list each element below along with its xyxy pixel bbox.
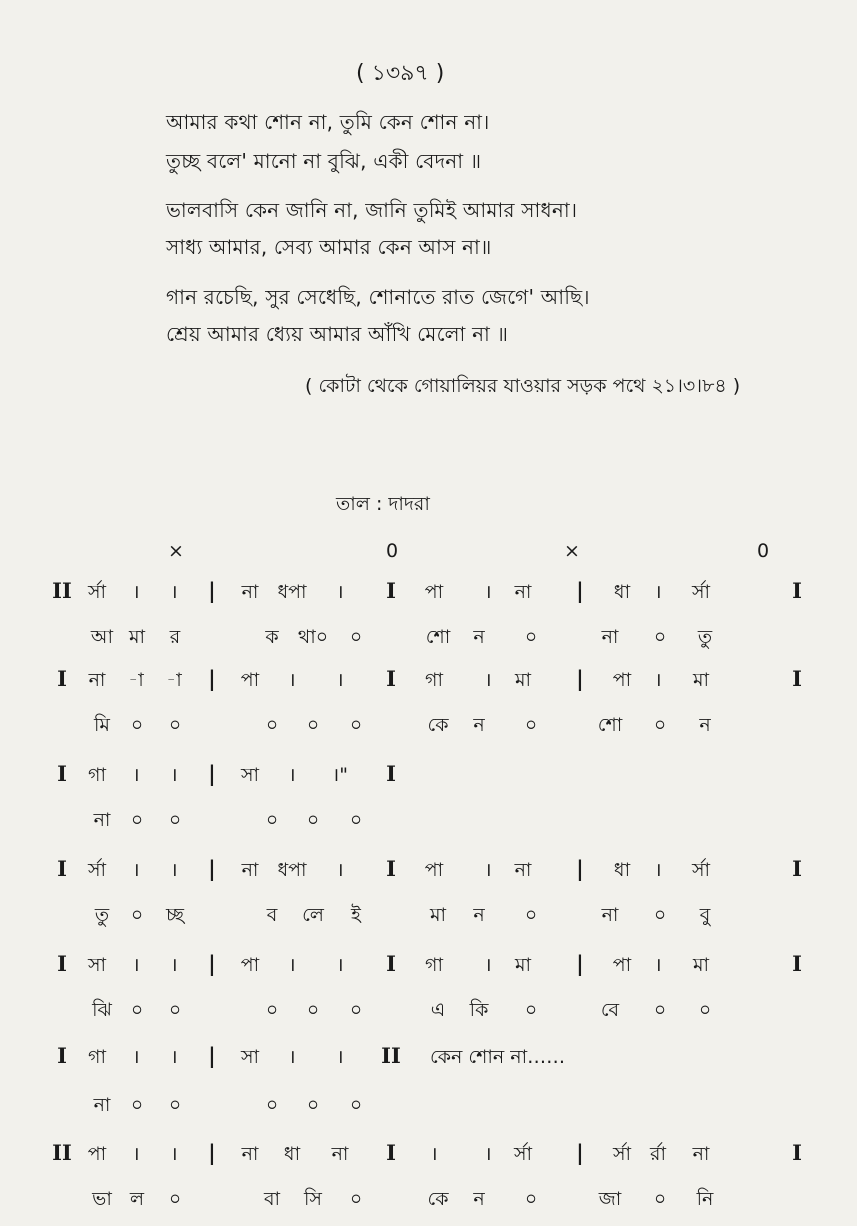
bol-syllable: না	[601, 626, 619, 648]
barline: II	[52, 578, 72, 603]
swar-note: ।	[132, 1143, 140, 1165]
swar-note: ।	[654, 581, 662, 603]
bol-syllable: আ	[90, 626, 114, 648]
bol-syllable: ন	[473, 1188, 485, 1210]
bol-syllable: ০	[524, 626, 538, 648]
swar-note: না	[241, 1143, 259, 1165]
swar-note: ।	[288, 954, 296, 976]
swar-note: ।	[132, 581, 140, 603]
beat-mark: 0	[385, 540, 399, 562]
swar-note: ধা	[613, 581, 631, 603]
barline: I	[792, 666, 802, 691]
barline: |	[208, 666, 216, 691]
bol-syllable: মা	[429, 904, 447, 926]
swar-note: ।	[170, 764, 178, 786]
swar-note: -া	[166, 669, 182, 691]
barline: I	[792, 951, 802, 976]
swar-note: ।	[132, 859, 140, 881]
bol-syllable: ন	[699, 714, 711, 736]
swar-note: ধা	[283, 1143, 301, 1165]
barline: |	[208, 578, 216, 603]
barline: |	[208, 1140, 216, 1165]
barline: I	[792, 1140, 802, 1165]
swar-note: গা	[88, 764, 106, 786]
barline: |	[576, 578, 584, 603]
barline: II	[381, 1043, 401, 1068]
bol-syllable: ০	[130, 904, 144, 926]
bol-syllable: ০	[130, 809, 144, 831]
bol-syllable: নি	[696, 1188, 714, 1210]
barline: I	[792, 856, 802, 881]
bol-syllable: ০	[265, 999, 279, 1021]
swar-note: গা	[425, 669, 443, 691]
swar-note: না	[514, 581, 532, 603]
swar-note: ।	[288, 669, 296, 691]
bol-syllable: ০	[524, 904, 538, 926]
swar-note: ।	[170, 859, 178, 881]
bol-syllable: ০	[653, 999, 667, 1021]
bol-syllable: ০	[349, 1094, 363, 1116]
beat-mark: ×	[168, 540, 184, 562]
bol-syllable: ক	[265, 626, 279, 648]
barline: II	[52, 1140, 72, 1165]
swar-note: ধপা	[277, 581, 307, 603]
barline: I	[386, 666, 396, 691]
barline: I	[57, 856, 67, 881]
bol-syllable: ০	[306, 809, 320, 831]
bol-syllable: ০	[265, 1094, 279, 1116]
swar-note: সা	[87, 954, 107, 976]
bol-syllable: ঝি	[92, 999, 112, 1021]
swar-note: র্সা	[513, 1143, 533, 1165]
swar-note: মা	[514, 954, 532, 976]
source-note: ( কোটা থেকে গোয়ালিয়র যাওয়ার সড়ক পথে ২১।৩।৮৪ )	[305, 375, 741, 397]
bol-syllable: ০	[653, 626, 667, 648]
swar-note: র্সা	[691, 859, 711, 881]
bol-syllable: ব	[266, 904, 278, 926]
bol-syllable: ০	[265, 809, 279, 831]
bol-syllable: ০	[168, 999, 182, 1021]
barline: I	[792, 578, 802, 603]
swar-note: সা	[240, 1046, 260, 1068]
swar-note: মা	[692, 669, 710, 691]
swar-note: না	[241, 859, 259, 881]
swar-note: পা	[612, 954, 632, 976]
swar-note: -া	[128, 669, 144, 691]
bol-syllable: বু	[699, 904, 711, 926]
bol-syllable: ০	[653, 1188, 667, 1210]
barline: I	[57, 761, 67, 786]
bol-syllable: ০	[349, 626, 363, 648]
bol-syllable: শো	[425, 626, 451, 648]
lyric-line: তুচ্ছ বলে' মানো না বুঝি, একী বেদনা ॥	[166, 149, 482, 173]
swar-note: ।	[654, 669, 662, 691]
swar-note: না	[331, 1143, 349, 1165]
swar-note: ধা	[613, 859, 631, 881]
barline: |	[576, 856, 584, 881]
swar-note: ধপা	[277, 859, 307, 881]
bol-syllable: ০	[168, 1188, 182, 1210]
swar-note: র্রা	[650, 1143, 666, 1165]
barline: |	[208, 856, 216, 881]
barline: |	[576, 666, 584, 691]
swar-note: পা	[424, 581, 444, 603]
swar-note: না	[514, 859, 532, 881]
bol-syllable: তু	[94, 904, 110, 926]
bol-syllable: ০	[349, 1188, 363, 1210]
beat-mark: ×	[564, 540, 580, 562]
swar-note: ।	[170, 954, 178, 976]
page-number: ( ১৩৯৭ )	[356, 61, 445, 86]
barline: |	[208, 761, 216, 786]
swar-note: পা	[240, 954, 260, 976]
swar-note: ।	[288, 764, 296, 786]
barline: I	[57, 666, 67, 691]
bol-syllable: থা০	[297, 626, 329, 648]
bol-syllable: ০	[306, 714, 320, 736]
bol-syllable: না	[93, 1094, 111, 1116]
swar-note: ।	[170, 581, 178, 603]
bol-syllable: ল	[129, 1188, 145, 1210]
bol-syllable: ন	[473, 904, 485, 926]
barline: |	[576, 951, 584, 976]
lyric-line: ভালবাসি কেন জানি না, জানি তুমিই আমার সাধনা।	[166, 198, 578, 222]
swar-note: ।	[484, 954, 492, 976]
swar-note: ।	[336, 581, 344, 603]
bol-syllable: কি	[469, 999, 489, 1021]
bol-syllable: ০	[130, 999, 144, 1021]
bol-syllable: ০	[306, 1094, 320, 1116]
bol-syllable: ০	[130, 1094, 144, 1116]
swar-note: র্সা	[87, 581, 107, 603]
bol-syllable: ই	[351, 904, 361, 926]
barline: |	[208, 951, 216, 976]
barline: I	[386, 761, 396, 786]
swar-note: মা	[692, 954, 710, 976]
bol-syllable: এ	[430, 999, 446, 1021]
swar-note: ।	[336, 1046, 344, 1068]
bol-syllable: মি	[94, 714, 110, 736]
swar-note: পা	[612, 669, 632, 691]
bol-syllable: বা	[263, 1188, 281, 1210]
tal-heading: তাল : দাদরা	[336, 493, 430, 515]
bol-syllable: চ্ছ	[166, 904, 184, 926]
bol-syllable: জা	[598, 1188, 622, 1210]
barline: I	[57, 1043, 67, 1068]
lyric-line: গান রচেছি, সুর সেধেছি, শোনাতে রাত জেগে' আছি।	[166, 285, 590, 309]
lyric-line: শ্রেয় আমার ধ্যেয় আমার আঁখি মেলো না ॥	[166, 322, 509, 346]
swar-note: র্সা	[87, 859, 107, 881]
barline: I	[386, 856, 396, 881]
swar-note: ।	[654, 954, 662, 976]
barline: I	[386, 951, 396, 976]
bol-syllable: বে	[600, 999, 620, 1021]
swar-note: ।	[336, 669, 344, 691]
beat-mark: 0	[756, 540, 770, 562]
swar-note: ।	[484, 1143, 492, 1165]
bol-syllable: ০	[168, 809, 182, 831]
swar-note: না	[88, 669, 106, 691]
bol-syllable: কে	[427, 714, 449, 736]
swar-note: ।"	[332, 764, 348, 786]
bol-syllable: না	[601, 904, 619, 926]
bol-syllable: ০	[653, 904, 667, 926]
barline: I	[386, 578, 396, 603]
swar-note: না	[692, 1143, 710, 1165]
swar-note: মা	[514, 669, 532, 691]
lyric-line: সাধ্য আমার, সেব্য আমার কেন আস না॥	[166, 235, 492, 259]
bol-syllable: লে	[302, 904, 324, 926]
swar-note: গা	[425, 954, 443, 976]
bol-syllable: ন	[473, 626, 485, 648]
lyric-line: আমার কথা শোন না, তুমি কেন শোন না।	[166, 110, 490, 134]
swar-note: ।	[484, 859, 492, 881]
swar-note: পা	[240, 669, 260, 691]
bol-syllable: ০	[349, 809, 363, 831]
bol-syllable: ভা	[92, 1188, 112, 1210]
swar-note: না	[241, 581, 259, 603]
swar-note: ।	[484, 669, 492, 691]
swar-note: ।	[132, 954, 140, 976]
swar-note: ।	[288, 1046, 296, 1068]
swar-note: পা	[87, 1143, 107, 1165]
swar-note: ।	[170, 1046, 178, 1068]
swar-note: পা	[424, 859, 444, 881]
barline: |	[576, 1140, 584, 1165]
bol-syllable: সি	[304, 1188, 322, 1210]
bol-syllable: র	[169, 626, 181, 648]
bol-syllable: না	[93, 809, 111, 831]
swar-note: সা	[240, 764, 260, 786]
swar-note: গা	[88, 1046, 106, 1068]
barline: |	[208, 1043, 216, 1068]
swar-note: ।	[336, 954, 344, 976]
bol-syllable: ০	[524, 1188, 538, 1210]
bol-syllable: ০	[524, 714, 538, 736]
bol-syllable: ০	[130, 714, 144, 736]
swar-note: ।	[654, 859, 662, 881]
swar-note: ।	[430, 1143, 438, 1165]
bol-syllable: ন	[473, 714, 485, 736]
bol-syllable: তু	[697, 626, 713, 648]
bol-syllable: কে	[427, 1188, 449, 1210]
swar-note: ।	[132, 1046, 140, 1068]
bol-syllable: ০	[265, 714, 279, 736]
bol-syllable: ০	[698, 999, 712, 1021]
swar-note: ।	[336, 859, 344, 881]
barline: I	[57, 951, 67, 976]
swar-note: ।	[484, 581, 492, 603]
swar-note: র্সা	[691, 581, 711, 603]
swar-note: ।	[170, 1143, 178, 1165]
swar-note: ।	[132, 764, 140, 786]
bol-syllable: শো	[597, 714, 623, 736]
bol-syllable: ০	[524, 999, 538, 1021]
bol-syllable: ০	[653, 714, 667, 736]
swar-note: কেন শোন না……	[430, 1046, 566, 1068]
bol-syllable: মা	[128, 626, 146, 648]
bol-syllable: ০	[349, 999, 363, 1021]
bol-syllable: ০	[168, 714, 182, 736]
bol-syllable: ০	[349, 714, 363, 736]
barline: I	[386, 1140, 396, 1165]
bol-syllable: ০	[306, 999, 320, 1021]
bol-syllable: ০	[168, 1094, 182, 1116]
swar-note: র্সা	[612, 1143, 632, 1165]
